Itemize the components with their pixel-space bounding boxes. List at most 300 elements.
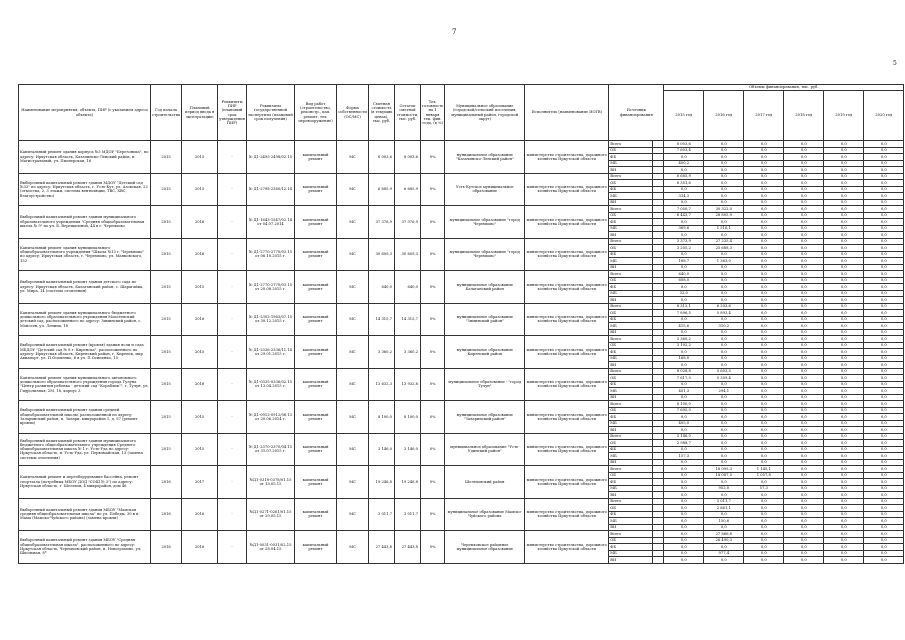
funding-value-cell: 0,0 [864, 316, 904, 323]
source-cell: ФБ [609, 446, 653, 453]
municipality-cell: муниципальное образование "город Черемхово" [445, 206, 525, 239]
funding-value-cell: 0,0 [864, 297, 904, 304]
funding-value-cell: 0,0 [664, 329, 704, 336]
funding-value-cell: 0,0 [704, 349, 744, 356]
funding-value-cell: 0,0 [664, 537, 704, 544]
start-year-cell: 2015 [151, 303, 182, 336]
funding-value-cell: 0,0 [824, 303, 864, 310]
funding-value-cell: 0,0 [664, 427, 704, 434]
work-type-cell: капитальный ремонт [295, 368, 337, 401]
header-ownership: Форма собственности (ОС/МС) [337, 85, 369, 141]
funding-value-cell: 0,0 [744, 147, 784, 154]
municipality-cell: муниципальное образование - "город Тулун" [445, 368, 525, 401]
municipality-cell: Усть-Кутское муниципальное образование [445, 173, 525, 206]
funding-value-cell: 0,0 [744, 303, 784, 310]
funding-value-cell: 0,0 [664, 550, 704, 557]
funding-value-cell: 0,0 [784, 453, 824, 460]
municipality-cell: муниципальное образование "Казачинско-Ленский район" [445, 141, 525, 174]
plan-period-cell: 2017 [182, 466, 218, 499]
funding-value-cell: 32,0 [664, 290, 704, 297]
funding-value-cell: 0,0 [784, 446, 824, 453]
start-year-cell: 2016 [151, 498, 182, 531]
funding-value-cell: 0,0 [744, 284, 784, 291]
funding-value-cell: 0,0 [824, 277, 864, 284]
funding-value-cell: 0,0 [664, 511, 704, 518]
header-municipality: Муниципальное образование (городской/сельский поселения, муниципальный район, городской округ) [445, 85, 525, 141]
funding-value-cell: 0,0 [664, 154, 704, 161]
funding-value-cell: 0,0 [704, 186, 744, 193]
funding-value-cell: 0,0 [784, 479, 824, 486]
source-cell: ВИ [609, 199, 653, 206]
expertise-details-cell: №Д1-0318-0378/01.15 от 13.05.15 [247, 466, 295, 499]
funding-value-cell: 0,0 [744, 381, 784, 388]
pir-details-cell: - [218, 303, 247, 336]
funding-value-cell: 0,0 [784, 414, 824, 421]
funding-value-cell: 0,0 [744, 264, 784, 271]
funding-value-cell: 0,0 [784, 258, 824, 265]
remaining-cost-cell: 3 146,0 [395, 433, 421, 466]
expertise-details-cell: № Д1-2302-1963/07.15 от 30.12.2015 г. [247, 303, 295, 336]
funding-value-cell: 0,0 [744, 141, 784, 148]
funding-value-cell: 0,0 [824, 329, 864, 336]
funding-value-cell: 0,0 [864, 225, 904, 232]
funding-value-cell: 0,0 [704, 355, 744, 362]
ownership-cell: МС [337, 206, 369, 239]
source-cell: Всего [609, 206, 653, 213]
funding-value-cell: 0,0 [704, 193, 744, 200]
funding-value-cell: 0,0 [864, 479, 904, 486]
funding-value-cell: 0,0 [824, 440, 864, 447]
funding-value-cell: 0,0 [704, 557, 744, 564]
estimate-cost-cell: 3 146,0 [369, 433, 395, 466]
funding-value-cell: 0,0 [704, 297, 744, 304]
start-year-cell: 2015 [151, 271, 182, 304]
funding-value-cell: 0,0 [664, 498, 704, 505]
page-number: 7 [452, 28, 457, 36]
header-year: 2019 год [824, 91, 864, 141]
funding-value-cell: 0,0 [824, 219, 864, 226]
source-cell: МБ [609, 355, 653, 362]
funding-value-cell: 3 146,0 [664, 433, 704, 440]
funding-value-cell: 0,0 [744, 479, 784, 486]
funding-value-cell: 0,0 [824, 401, 864, 408]
funding-value-cell: 7 603,4 [664, 147, 704, 154]
pir-details-cell: - [218, 141, 247, 174]
plan-period-cell: 2015 [182, 141, 218, 174]
funding-value-cell: 0,0 [864, 375, 904, 382]
plan-period-cell: 2015 [182, 433, 218, 466]
municipality-cell: муниципальное образование "Усть-Удинский район" [445, 433, 525, 466]
header-name: Наименование мероприятия, объекта, ПИР (с указанием адреса объекта) [19, 85, 151, 141]
header-plan-period: Плановый период ввода в эксплуатацию [182, 85, 218, 141]
source-cell: ФБ [609, 284, 653, 291]
funding-value-cell: 3 360,2 [664, 336, 704, 343]
funding-value-cell: 0,0 [704, 479, 744, 486]
funding-value-cell: 7 050,7 [664, 206, 704, 213]
funding-value-cell: 0,0 [704, 329, 744, 336]
funding-value-cell: 0,0 [744, 232, 784, 239]
funding-value-cell: 369,6 [664, 225, 704, 232]
funding-value-cell: 0,0 [864, 206, 904, 213]
work-type-cell: капитальный ремонт [295, 206, 337, 239]
funding-value-cell: 0,0 [784, 362, 824, 369]
funding-value-cell: 0,0 [864, 264, 904, 271]
start-year-cell: 2015 [151, 141, 182, 174]
funding-value-cell: 0,0 [704, 271, 744, 278]
source-cell: МБ [609, 160, 653, 167]
funding-value-cell: 0,0 [744, 245, 784, 252]
work-type-cell: капитальный ремонт [295, 498, 337, 531]
funding-value-cell: 0,0 [664, 167, 704, 174]
funding-value-cell: 0,0 [784, 323, 824, 330]
remaining-cost-cell: 37 376,9 [395, 206, 421, 239]
funding-value-cell: 0,0 [704, 173, 744, 180]
readiness-cell: 0% [421, 433, 445, 466]
funding-value-cell: 0,0 [864, 349, 904, 356]
funding-value-cell: 0,0 [704, 219, 744, 226]
source-cell: МБ [609, 258, 653, 265]
funding-value-cell: 0,0 [824, 173, 864, 180]
object-name-cell: Капитальный ремонт здания муниципального общеобразовательного учреждения "Школа №13 г. Черемхово" по адресу: Иркутская область, г. Черемхово, ул. Маяковского, 152 [19, 238, 151, 271]
funding-value-cell: 0,0 [824, 180, 864, 187]
funding-value-cell: 0,0 [784, 544, 824, 551]
ownership-cell: МС [337, 238, 369, 271]
source-cell: МБ [609, 323, 653, 330]
funding-value-cell: 0,0 [824, 336, 864, 343]
funding-value-cell: 0,0 [784, 199, 824, 206]
expertise-details-cell: № Д1-0335-0336/02.15 от 13.04.2015 г. [247, 368, 295, 401]
funding-value-cell: 0,0 [784, 297, 824, 304]
estimate-cost-cell: 37 376,9 [369, 206, 395, 239]
funding-value-cell: 0,0 [784, 349, 824, 356]
funding-value-cell: 0,0 [864, 258, 904, 265]
estimate-cost-cell: 640,0 [369, 271, 395, 304]
funding-value-cell: 0,0 [784, 381, 824, 388]
funding-value-cell: 0,0 [744, 193, 784, 200]
funding-value-cell: 0,0 [824, 316, 864, 323]
funding-value-cell: 0,0 [744, 401, 784, 408]
funding-value-cell: 0,0 [744, 167, 784, 174]
pir-details-cell: - [218, 173, 247, 206]
funding-value-cell: 0,0 [784, 147, 824, 154]
work-type-cell: капитальный ремонт [295, 531, 337, 564]
funding-value-cell: 0,0 [784, 186, 824, 193]
readiness-cell: 0% [421, 466, 445, 499]
funding-value-cell: 0,0 [744, 446, 784, 453]
funding-value-cell: 0,0 [784, 498, 824, 505]
funding-value-cell: 0,0 [824, 342, 864, 349]
work-type-cell: капитальный ремонт [295, 271, 337, 304]
funding-value-cell: 977,4 [704, 550, 744, 557]
funding-value-cell: 405,0 [664, 420, 704, 427]
header-estimate: Сметная стоимость (в текущих ценах), тыс. руб. [369, 85, 395, 141]
funding-value-cell: 0,0 [784, 401, 824, 408]
start-year-cell: 2016 [151, 531, 182, 564]
funding-value-cell: 0,0 [664, 284, 704, 291]
funding-value-cell: 0,0 [744, 433, 784, 440]
funding-value-cell: 6 351,6 [664, 180, 704, 187]
funding-value-cell: 0,0 [744, 258, 784, 265]
funding-value-cell: 0,0 [744, 342, 784, 349]
funding-value-cell: 0,0 [864, 329, 904, 336]
source-cell: ВИ [609, 329, 653, 336]
funding-value-cell: 0,0 [864, 368, 904, 375]
funding-value-cell: 0,0 [744, 355, 784, 362]
municipality-cell: Черемховское районное муниципальное образование [445, 531, 525, 564]
funding-value-cell: 0,0 [864, 245, 904, 252]
funding-value-cell: 0,0 [784, 193, 824, 200]
funding-value-cell: 0,0 [864, 459, 904, 466]
source-cell: ФБ [609, 544, 653, 551]
funding-value-cell: 0,0 [824, 498, 864, 505]
executor-cell: министерство строительства, дорожного хозяйства Иркутской области [525, 433, 609, 466]
funding-value-cell: 0,0 [824, 212, 864, 219]
estimate-cost-cell: 13 632,3 [369, 368, 395, 401]
funding-value-cell: 0,0 [864, 537, 904, 544]
funding-value-cell: 8 312,1 [664, 303, 704, 310]
funding-value-cell: 0,0 [784, 531, 824, 538]
funding-value-cell: 0,0 [704, 427, 744, 434]
funding-value-cell: 0,0 [864, 544, 904, 551]
remaining-cost-cell: 27 443,8 [395, 531, 421, 564]
funding-value-cell: 0,0 [864, 518, 904, 525]
funding-value-cell: 0,0 [864, 141, 904, 148]
source-cell: МБ [609, 550, 653, 557]
pir-details-cell: - [218, 336, 247, 369]
ownership-cell: МС [337, 303, 369, 336]
funding-value-cell: 0,0 [824, 251, 864, 258]
start-year-cell: 2015 [151, 368, 182, 401]
funding-value-cell: 0,0 [784, 550, 824, 557]
source-cell: МБ [609, 453, 653, 460]
funding-value-cell: 30 322,0 [704, 206, 744, 213]
object-name-cell: Капитальный ремонт здания корпуса №3 МДОУ "Березонька", по адресу: Иркутская область, Казачинско-Ленский район, п. Магистральный, ул. Пионерская, 16 [19, 141, 151, 174]
source-cell: ВИ [609, 427, 653, 434]
funding-value-cell: 0,0 [864, 407, 904, 414]
funding-value-cell: 0,0 [824, 225, 864, 232]
municipality-cell: муниципальное образование "Заларинский район" [445, 401, 525, 434]
funding-value-cell: 0,0 [704, 336, 744, 343]
funding-value-cell: 0,0 [864, 277, 904, 284]
funding-value-cell: 0,0 [744, 492, 784, 499]
funding-value-cell: 18 095,3 [704, 466, 744, 473]
funding-value-cell: 0,0 [864, 193, 904, 200]
header-pir: Реквизиты ПИР (плановый срок утверждения ПИР) [218, 85, 247, 141]
source-cell: МБ [609, 193, 653, 200]
funding-value-cell: 0,0 [664, 492, 704, 499]
source-cell: ВИ [609, 524, 653, 531]
funding-value-cell: 0,0 [664, 485, 704, 492]
source-cell: ФБ [609, 186, 653, 193]
pir-details-cell: - [218, 466, 247, 499]
pir-details-cell: - [218, 238, 247, 271]
funding-value-cell: 0,0 [784, 342, 824, 349]
funding-value-cell: 0,0 [744, 414, 784, 421]
funding-value-cell: 0,0 [784, 336, 824, 343]
funding-value-cell: 0,0 [744, 537, 784, 544]
source-cell: ОБ [609, 505, 653, 512]
funding-value-cell: 5 309,4 [704, 375, 744, 382]
funding-value-cell: 0,0 [864, 524, 904, 531]
funding-value-cell: 150,6 [704, 518, 744, 525]
funding-value-cell: 415,6 [664, 323, 704, 330]
funding-value-cell: 0,0 [864, 401, 904, 408]
source-cell: ВИ [609, 394, 653, 401]
funding-value-cell: 0,0 [864, 433, 904, 440]
object-name-cell: Выборочный капитальный ремонт здания муниципального бюджетного общеобразовательного учреждения Среднего общеобразовательная школа № 1 г. Усть-Уда по адресу: Иркутская область, п. Усть-Уда, ул. Первомайская, 13 (замена системы отопления) [19, 433, 151, 466]
readiness-cell: 0% [421, 498, 445, 531]
funding-value-cell: 0,0 [784, 505, 824, 512]
funding-value-cell: 0,0 [704, 362, 744, 369]
remaining-cost-cell: 3 360,2 [395, 336, 421, 369]
funding-value-cell: 0,0 [664, 232, 704, 239]
funding-value-cell: 0,0 [744, 550, 784, 557]
funding-value-cell: 3 011,7 [704, 498, 744, 505]
funding-value-cell: 0,0 [704, 446, 744, 453]
funding-value-cell: 0,0 [864, 381, 904, 388]
funding-value-cell: 0,0 [784, 472, 824, 479]
funding-value-cell: 0,0 [784, 238, 824, 245]
funding-value-cell: 0,0 [784, 167, 824, 174]
start-year-cell: 2015 [151, 401, 182, 434]
funding-value-cell: 0,0 [744, 297, 784, 304]
remaining-cost-cell: 8 100,0 [395, 401, 421, 434]
funding-value-cell: 0,0 [704, 492, 744, 499]
remaining-cost-cell: 8 003,6 [395, 141, 421, 174]
funding-value-cell: 0,0 [864, 173, 904, 180]
funding-value-cell: 0,0 [704, 381, 744, 388]
estimate-cost-cell: 27 443,8 [369, 531, 395, 564]
funding-value-cell: 18 087,5 [704, 472, 744, 479]
funding-value-cell: 0,0 [864, 290, 904, 297]
object-name-cell: Выборочный капитальный ремонт (кровля) здания ясли и сада МБДОУ "Детский сад № 8 г. Киренска", расположенного по адресу: Иркутская область, Киренский район, г. Киренск, мкр Авиапорт, ул. П.Осипенко, 6 в ул. П.Осипенко, 15 [19, 336, 151, 369]
funding-value-cell: 0,0 [824, 368, 864, 375]
funding-value-cell: 0,0 [824, 407, 864, 414]
estimate-cost-cell: 30 609,3 [369, 238, 395, 271]
funding-value-cell: 0,0 [864, 180, 904, 187]
ownership-cell: МС [337, 498, 369, 531]
funding-value-cell: 0,0 [744, 277, 784, 284]
funding-value-cell: 0,0 [744, 368, 784, 375]
funding-value-cell: 0,0 [744, 199, 784, 206]
source-cell: Всего [609, 173, 653, 180]
source-cell: МБ [609, 290, 653, 297]
expertise-details-cell: № Д1-2370-2370/04.15 от 31.07.2015 г. [247, 433, 295, 466]
funding-value-cell: 0,0 [704, 401, 744, 408]
municipality-cell: муниципальное образование Мамско-Чуйского района [445, 498, 525, 531]
header-executor: Исполнитель (наименование ИОГВ) [525, 85, 609, 141]
source-cell: Всего [609, 271, 653, 278]
funding-value-cell: 0,0 [864, 251, 904, 258]
executor-cell: министерство строительства, дорожного хозяйства Иркутской области [525, 368, 609, 401]
funding-value-cell: 0,0 [704, 414, 744, 421]
funding-value-cell: 0,0 [864, 511, 904, 518]
funding-value-cell: 0,0 [864, 199, 904, 206]
source-cell: ВИ [609, 492, 653, 499]
ownership-cell: МС [337, 336, 369, 369]
funding-value-cell: 0,0 [664, 316, 704, 323]
remaining-cost-cell: 14 315,7 [395, 303, 421, 336]
funding-value-cell: 0,0 [704, 232, 744, 239]
funding-value-cell: 0,0 [824, 511, 864, 518]
funding-value-cell: 0,0 [824, 557, 864, 564]
executor-cell: министерство строительства, дорожного хозяйства Иркутской области [525, 498, 609, 531]
funding-value-cell: 0,0 [784, 492, 824, 499]
object-name-cell: Выборочный капитальный ремонт здания муниципального образовательного учреждения "Средняя общеобразовательная школа № 9" по ул. Б. Верещагиной, 44 в г. Черемхово [19, 206, 151, 239]
remaining-cost-cell: 13 932,8 [395, 368, 421, 401]
plan-period-cell: 2016 [182, 498, 218, 531]
start-year-cell: 2015 [151, 433, 182, 466]
funding-value-cell: 0,0 [784, 232, 824, 239]
funding-value-cell: 7 617,5 [664, 375, 704, 382]
funding-value-cell: 0,0 [824, 154, 864, 161]
source-cell: Всего [609, 531, 653, 538]
funding-value-cell: 0,0 [704, 394, 744, 401]
funding-value-cell: 0,0 [784, 264, 824, 271]
municipality-cell: муниципальное образование Балаганский район [445, 271, 525, 304]
funding-value-cell: 0,0 [824, 375, 864, 382]
funding-value-cell: 0,0 [824, 420, 864, 427]
funding-value-cell: 6 685,9 [664, 173, 704, 180]
ownership-cell: МС [337, 368, 369, 401]
funding-value-cell: 0,0 [704, 264, 744, 271]
funding-value-cell: 0,0 [784, 511, 824, 518]
object-name-cell: Выборочный капитальный ремонт здания МБОУ "Средняя общеобразовательная школа", расположенного по адресу: Иркутская область, Черемховский район, п. Новогромово, ул. Школьная, 8* [19, 531, 151, 564]
funding-value-cell: 0,0 [784, 271, 824, 278]
readiness-cell: 0% [421, 271, 445, 304]
municipality-cell: Шелеховский район [445, 466, 525, 499]
executor-cell: министерство строительства, дорожного хозяйства Иркутской области [525, 206, 609, 239]
funding-value-cell: 0,0 [744, 290, 784, 297]
source-cell: ОБ [609, 440, 653, 447]
funding-value-cell: 0,0 [824, 492, 864, 499]
municipality-cell: муниципальное образование "город Черемхово" [445, 238, 525, 271]
source-cell: ФБ [609, 219, 653, 226]
funding-value-cell: 0,0 [744, 206, 784, 213]
source-cell: ОБ [609, 212, 653, 219]
ownership-cell: МС [337, 271, 369, 304]
plan-period-cell: 2016 [182, 531, 218, 564]
work-type-cell: капитальный ремонт [295, 238, 337, 271]
funding-value-cell: 0,0 [784, 557, 824, 564]
funding-value-cell: 0,0 [864, 531, 904, 538]
funding-value-cell: 0,0 [744, 154, 784, 161]
funding-value-cell: 0,0 [744, 251, 784, 258]
object-name-cell: Выборочный капитальный ремонт здания МДОУ "Детский сад №33" по адресу: Иркутская область, г. Усть-Кут, ул. Азовская, 22 (отмостка, 2, 3 этажи, система вентиляции, ТВС, ХВС, благоустройство) [19, 173, 151, 206]
funding-value-cell: 0,0 [824, 524, 864, 531]
executor-cell: министерство строительства, дорожного хозяйства Иркутской области [525, 466, 609, 499]
funding-value-cell: 0,0 [824, 147, 864, 154]
funding-value-cell: 0,0 [824, 349, 864, 356]
funding-value-cell: 0,0 [784, 173, 824, 180]
funding-value-cell: 0,0 [864, 485, 904, 492]
funding-value-cell: 400,2 [664, 160, 704, 167]
funding-value-cell: 0,0 [704, 251, 744, 258]
funding-value-cell: 0,0 [744, 362, 784, 369]
funding-value-cell: 952,0 [704, 485, 744, 492]
funding-value-cell: 0,0 [824, 518, 864, 525]
readiness-cell: 0% [421, 531, 445, 564]
source-cell: Всего [609, 498, 653, 505]
readiness-cell: 0% [421, 206, 445, 239]
header-funding-group: Объемы финансирования, тыс. руб. [664, 85, 904, 91]
expertise-details-cell: № Д1-1643-1547/02.14 от 04.07.2014 [247, 206, 295, 239]
funding-value-cell: 0,0 [664, 362, 704, 369]
funding-value-cell: 6 203,6 [704, 303, 744, 310]
funding-value-cell: 0,0 [704, 199, 744, 206]
executor-cell: министерство строительства, дорожного хозяйства Иркутской области [525, 401, 609, 434]
funding-value-cell: 0,0 [784, 290, 824, 297]
